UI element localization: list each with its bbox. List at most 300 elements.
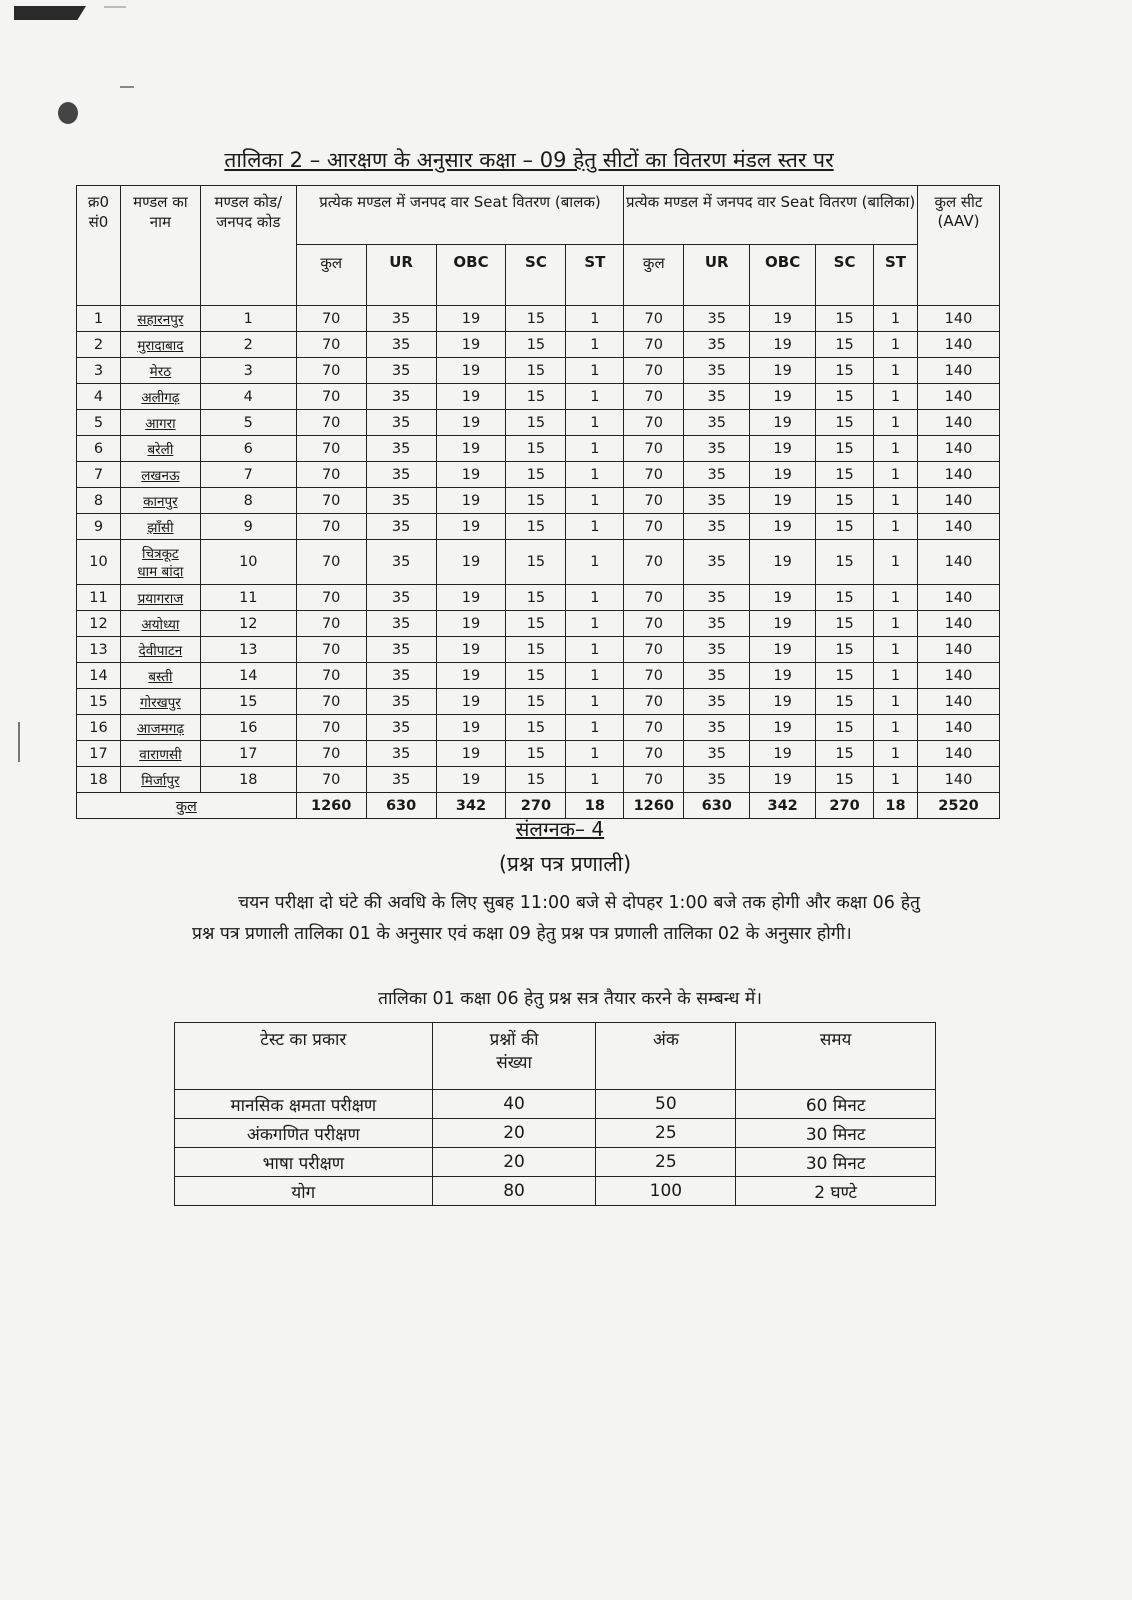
row-b-kul: 70 — [296, 689, 366, 715]
mandal-name-line1: बरेली — [147, 441, 174, 458]
row-mandal-name — [120, 462, 200, 488]
row-g-obc: 19 — [750, 663, 816, 689]
row-b-sc: 15 — [506, 585, 566, 611]
row-g-sc: 15 — [816, 514, 874, 540]
row-b-st: 1 — [566, 410, 624, 436]
row-marks: 25 — [596, 1148, 736, 1177]
row-time: 30 मिनट — [736, 1119, 936, 1148]
row-b-sc: 15 — [506, 637, 566, 663]
header-girls-ur: UR — [684, 245, 750, 306]
row-g-ur: 35 — [684, 715, 750, 741]
table-row — [77, 488, 1000, 514]
row-total: 140 — [917, 611, 999, 637]
mandal-name-line1: आजमगढ़ — [136, 720, 184, 737]
row-b-kul: 70 — [296, 358, 366, 384]
row-sno: 13 — [77, 637, 121, 663]
scan-mark — [18, 722, 20, 762]
row-g-sc: 15 — [816, 741, 874, 767]
row-g-obc: 19 — [750, 384, 816, 410]
row-b-obc: 19 — [436, 488, 506, 514]
row-b-ur: 35 — [366, 663, 436, 689]
table1-title: तालिका 01 कक्षा 06 हेतु प्रश्न सत्र तैयार करने के सम्बन्ध में। — [378, 989, 762, 1009]
row-g-kul: 70 — [624, 358, 684, 384]
row-g-st: 1 — [874, 611, 918, 637]
table-row — [175, 1177, 936, 1206]
header-total-seats: कुल सीट (AAV) — [917, 186, 999, 306]
row-g-ur: 35 — [684, 332, 750, 358]
row-b-kul: 70 — [296, 585, 366, 611]
row-code: 5 — [200, 410, 296, 436]
row-g-kul: 70 — [624, 637, 684, 663]
row-b-kul: 70 — [296, 611, 366, 637]
row-time: 60 मिनट — [736, 1090, 936, 1119]
mandal-name-line1: मिर्जापुर — [141, 772, 180, 789]
row-g-obc: 19 — [750, 585, 816, 611]
row-b-sc: 15 — [506, 332, 566, 358]
row-b-kul: 70 — [296, 436, 366, 462]
row-total: 140 — [917, 306, 999, 332]
row-question-count: 40 — [432, 1090, 596, 1119]
row-g-ur: 35 — [684, 689, 750, 715]
row-b-ur: 35 — [366, 715, 436, 741]
row-mandal-name — [120, 585, 200, 611]
row-g-kul: 70 — [624, 462, 684, 488]
mandal-name-line1: अलीगढ़ — [141, 389, 180, 406]
header-marks: अंक — [596, 1023, 736, 1090]
row-mandal-name — [120, 514, 200, 540]
row-b-kul: 70 — [296, 767, 366, 793]
row-g-sc: 15 — [816, 540, 874, 585]
row-b-st: 1 — [566, 514, 624, 540]
row-code: 7 — [200, 462, 296, 488]
row-b-obc: 19 — [436, 384, 506, 410]
row-b-kul: 70 — [296, 462, 366, 488]
row-b-st: 1 — [566, 689, 624, 715]
row-b-sc: 15 — [506, 689, 566, 715]
row-b-ur: 35 — [366, 488, 436, 514]
row-test-type: अंकगणित परीक्षण — [175, 1119, 433, 1148]
row-b-obc: 19 — [436, 306, 506, 332]
header-boys-obc: OBC — [436, 245, 506, 306]
row-g-obc: 19 — [750, 332, 816, 358]
row-g-obc: 19 — [750, 767, 816, 793]
row-g-st: 1 — [874, 332, 918, 358]
row-code: 12 — [200, 611, 296, 637]
row-g-obc: 19 — [750, 410, 816, 436]
row-g-sc: 15 — [816, 767, 874, 793]
scan-mark — [104, 6, 126, 8]
row-total: 140 — [917, 384, 999, 410]
header-girls-sc: SC — [816, 245, 874, 306]
row-code: 4 — [200, 384, 296, 410]
row-marks: 50 — [596, 1090, 736, 1119]
row-b-kul: 70 — [296, 514, 366, 540]
row-g-sc: 15 — [816, 358, 874, 384]
row-b-st: 1 — [566, 767, 624, 793]
row-g-sc: 15 — [816, 410, 874, 436]
row-g-ur: 35 — [684, 306, 750, 332]
row-g-ur: 35 — [684, 436, 750, 462]
row-b-obc: 19 — [436, 540, 506, 585]
mandal-name-line1: सहारनपुर — [137, 311, 184, 328]
row-sno: 10 — [77, 540, 121, 585]
row-sno: 12 — [77, 611, 121, 637]
row-b-sc: 15 — [506, 306, 566, 332]
row-b-st: 1 — [566, 436, 624, 462]
row-sno: 18 — [77, 767, 121, 793]
row-time: 2 घण्टे — [736, 1177, 936, 1206]
row-b-ur: 35 — [366, 637, 436, 663]
row-code: 16 — [200, 715, 296, 741]
row-g-ur: 35 — [684, 585, 750, 611]
row-test-type: मानसिक क्षमता परीक्षण — [175, 1090, 433, 1119]
row-g-st: 1 — [874, 741, 918, 767]
table-row — [77, 462, 1000, 488]
row-total: 140 — [917, 514, 999, 540]
row-b-st: 1 — [566, 585, 624, 611]
row-b-kul: 70 — [296, 306, 366, 332]
totals-boys-ur: 630 — [366, 793, 436, 819]
row-code: 11 — [200, 585, 296, 611]
row-g-ur: 35 — [684, 358, 750, 384]
row-g-kul: 70 — [624, 488, 684, 514]
row-g-sc: 15 — [816, 611, 874, 637]
row-g-obc: 19 — [750, 514, 816, 540]
table-row — [77, 514, 1000, 540]
row-sno: 2 — [77, 332, 121, 358]
row-g-obc: 19 — [750, 741, 816, 767]
row-b-ur: 35 — [366, 767, 436, 793]
section-subtitle: (प्रश्न पत्र प्रणाली) — [498, 852, 632, 876]
row-total: 140 — [917, 332, 999, 358]
mandal-name-line1: वाराणसी — [139, 746, 182, 763]
row-sno: 17 — [77, 741, 121, 767]
table-row — [77, 410, 1000, 436]
row-code: 13 — [200, 637, 296, 663]
row-g-obc: 19 — [750, 611, 816, 637]
header-question-count — [432, 1023, 596, 1090]
row-b-sc: 15 — [506, 358, 566, 384]
row-g-sc: 15 — [816, 585, 874, 611]
row-b-obc: 19 — [436, 689, 506, 715]
row-b-kul: 70 — [296, 715, 366, 741]
row-g-ur: 35 — [684, 741, 750, 767]
scan-mark-topbar — [14, 6, 86, 20]
row-code: 3 — [200, 358, 296, 384]
row-b-ur: 35 — [366, 585, 436, 611]
row-code: 18 — [200, 767, 296, 793]
row-g-st: 1 — [874, 585, 918, 611]
mandal-name-line1: अयोध्या — [141, 616, 180, 633]
row-g-st: 1 — [874, 637, 918, 663]
row-g-st: 1 — [874, 663, 918, 689]
row-g-obc: 19 — [750, 715, 816, 741]
row-sno: 14 — [77, 663, 121, 689]
mandal-name-line1: प्रयागराज — [137, 590, 184, 607]
mandal-name-line1: चित्रकूट — [142, 546, 179, 562]
row-sno: 7 — [77, 462, 121, 488]
row-g-st: 1 — [874, 358, 918, 384]
row-g-sc: 15 — [816, 436, 874, 462]
header-time: समय — [736, 1023, 936, 1090]
row-b-ur: 35 — [366, 540, 436, 585]
row-b-obc: 19 — [436, 514, 506, 540]
totals-girls-obc: 342 — [750, 793, 816, 819]
row-sno: 3 — [77, 358, 121, 384]
question-table-body — [175, 1090, 936, 1206]
row-b-obc: 19 — [436, 585, 506, 611]
row-test-type: योग — [175, 1177, 433, 1206]
row-code: 15 — [200, 689, 296, 715]
seat-table-body — [77, 306, 1000, 793]
row-sno: 4 — [77, 384, 121, 410]
row-b-ur: 35 — [366, 436, 436, 462]
row-b-kul: 70 — [296, 384, 366, 410]
row-sno: 1 — [77, 306, 121, 332]
totals-girls-kul: 1260 — [624, 793, 684, 819]
table-row — [77, 715, 1000, 741]
header-code — [200, 186, 296, 306]
row-g-obc: 19 — [750, 637, 816, 663]
row-total: 140 — [917, 663, 999, 689]
question-pattern-table — [174, 1022, 936, 1206]
row-g-st: 1 — [874, 306, 918, 332]
row-mandal-name — [120, 689, 200, 715]
row-g-sc: 15 — [816, 332, 874, 358]
header-girls-obc: OBC — [750, 245, 816, 306]
row-b-obc: 19 — [436, 767, 506, 793]
row-g-kul: 70 — [624, 767, 684, 793]
totals-girls-st: 18 — [874, 793, 918, 819]
totals-label: कुल — [77, 793, 297, 819]
row-sno: 16 — [77, 715, 121, 741]
row-g-st: 1 — [874, 436, 918, 462]
row-g-sc: 15 — [816, 663, 874, 689]
row-g-sc: 15 — [816, 306, 874, 332]
instructions-paragraph — [192, 888, 920, 950]
row-sno: 8 — [77, 488, 121, 514]
mandal-name-line1: देवीपाटन — [138, 642, 183, 659]
row-b-st: 1 — [566, 488, 624, 514]
row-b-ur: 35 — [366, 741, 436, 767]
row-b-st: 1 — [566, 332, 624, 358]
row-total: 140 — [917, 585, 999, 611]
row-b-sc: 15 — [506, 410, 566, 436]
row-g-sc: 15 — [816, 637, 874, 663]
row-mandal-name — [120, 663, 200, 689]
row-g-st: 1 — [874, 410, 918, 436]
row-total: 140 — [917, 488, 999, 514]
table-row — [77, 540, 1000, 585]
row-g-ur: 35 — [684, 384, 750, 410]
row-b-ur: 35 — [366, 358, 436, 384]
row-mandal-name — [120, 488, 200, 514]
row-code: 8 — [200, 488, 296, 514]
row-mandal-name — [120, 410, 200, 436]
mandal-name-line1: कानपुर — [143, 493, 178, 510]
instructions-text: चयन परीक्षा दो घंटे की अवधि के लिए सुबह 11:00 बजे से दोपहर 1:00 बजे तक होगी और कक्षा 06 हेतु प्रश्न पत्र प्रणाली तालिका 01 के अनुसार एवं कक्षा 09 हेतु प्रश्न पत्र प्रणाली तालिका 02 के अनुसार होगी। — [192, 893, 920, 944]
mandal-name-line1: गोरखपुर — [139, 694, 181, 711]
table-row — [77, 585, 1000, 611]
table-row — [77, 611, 1000, 637]
row-b-kul: 70 — [296, 741, 366, 767]
row-code: 17 — [200, 741, 296, 767]
row-g-kul: 70 — [624, 332, 684, 358]
table-row — [77, 663, 1000, 689]
row-code: 1 — [200, 306, 296, 332]
row-total: 140 — [917, 689, 999, 715]
row-g-st: 1 — [874, 488, 918, 514]
header-boys-ur: UR — [366, 245, 436, 306]
row-mandal-name — [120, 384, 200, 410]
row-g-kul: 70 — [624, 540, 684, 585]
row-mandal-name — [120, 637, 200, 663]
row-g-ur: 35 — [684, 540, 750, 585]
row-b-obc: 19 — [436, 611, 506, 637]
header-boys-kul: कुल — [296, 245, 366, 306]
seat-distribution-table — [76, 185, 1000, 819]
row-total: 140 — [917, 637, 999, 663]
row-b-ur: 35 — [366, 514, 436, 540]
row-b-obc: 19 — [436, 436, 506, 462]
row-g-kul: 70 — [624, 741, 684, 767]
row-g-kul: 70 — [624, 514, 684, 540]
row-b-kul: 70 — [296, 637, 366, 663]
row-g-sc: 15 — [816, 462, 874, 488]
table-row — [77, 767, 1000, 793]
row-b-sc: 15 — [506, 663, 566, 689]
row-g-st: 1 — [874, 689, 918, 715]
row-sno: 9 — [77, 514, 121, 540]
row-b-ur: 35 — [366, 410, 436, 436]
totals-girls-sc: 270 — [816, 793, 874, 819]
row-mandal-name — [120, 741, 200, 767]
header-question-count-bottom: संख्या — [496, 1053, 532, 1073]
row-b-kul: 70 — [296, 410, 366, 436]
row-mandal-name — [120, 436, 200, 462]
row-b-st: 1 — [566, 663, 624, 689]
table-row — [77, 358, 1000, 384]
row-b-obc: 19 — [436, 358, 506, 384]
row-b-st: 1 — [566, 637, 624, 663]
row-b-kul: 70 — [296, 488, 366, 514]
row-b-obc: 19 — [436, 663, 506, 689]
mandal-name-line1: आगरा — [145, 415, 176, 432]
scan-mark — [120, 86, 134, 88]
row-g-st: 1 — [874, 384, 918, 410]
row-b-st: 1 — [566, 306, 624, 332]
table-row — [77, 741, 1000, 767]
row-code: 10 — [200, 540, 296, 585]
row-total: 140 — [917, 462, 999, 488]
row-b-ur: 35 — [366, 384, 436, 410]
header-question-count-top: प्रश्नों की — [489, 1030, 539, 1050]
row-g-kul: 70 — [624, 715, 684, 741]
row-b-kul: 70 — [296, 540, 366, 585]
row-b-ur: 35 — [366, 689, 436, 715]
header-mandal-name: मण्डल का नाम — [120, 186, 200, 306]
row-b-sc: 15 — [506, 514, 566, 540]
row-question-count: 20 — [432, 1119, 596, 1148]
row-b-obc: 19 — [436, 637, 506, 663]
totals-boys-st: 18 — [566, 793, 624, 819]
row-mandal-name — [120, 540, 200, 585]
row-b-obc: 19 — [436, 462, 506, 488]
row-b-sc: 15 — [506, 611, 566, 637]
totals-grand: 2520 — [917, 793, 999, 819]
table2-title: तालिका 2 – आरक्षण के अनुसार कक्षा – 09 हेतु सीटों का वितरण मंडल स्तर पर — [224, 148, 834, 172]
row-b-kul: 70 — [296, 663, 366, 689]
row-g-obc: 19 — [750, 689, 816, 715]
totals-boys-kul: 1260 — [296, 793, 366, 819]
row-b-sc: 15 — [506, 384, 566, 410]
row-b-sc: 15 — [506, 436, 566, 462]
row-total: 140 — [917, 715, 999, 741]
totals-girls-ur: 630 — [684, 793, 750, 819]
row-code: 9 — [200, 514, 296, 540]
row-g-st: 1 — [874, 767, 918, 793]
row-marks: 100 — [596, 1177, 736, 1206]
row-b-ur: 35 — [366, 332, 436, 358]
row-g-obc: 19 — [750, 358, 816, 384]
row-b-st: 1 — [566, 715, 624, 741]
header-boys-group: प्रत्येक मण्डल में जनपद वार Seat वितरण (बालक) — [296, 186, 624, 245]
table-row — [175, 1119, 936, 1148]
row-b-ur: 35 — [366, 462, 436, 488]
row-g-ur: 35 — [684, 611, 750, 637]
row-g-sc: 15 — [816, 384, 874, 410]
row-g-kul: 70 — [624, 689, 684, 715]
row-marks: 25 — [596, 1119, 736, 1148]
row-g-obc: 19 — [750, 540, 816, 585]
row-g-ur: 35 — [684, 462, 750, 488]
row-g-st: 1 — [874, 514, 918, 540]
totals-boys-obc: 342 — [436, 793, 506, 819]
mandal-name-line1: बस्ती — [148, 668, 173, 685]
mandal-name-line1: झाँसी — [147, 519, 174, 536]
row-mandal-name — [120, 715, 200, 741]
mandal-name-line2: धाम बांदा — [137, 564, 184, 580]
header-sno: क्र0 सं0 — [77, 186, 121, 306]
row-b-st: 1 — [566, 611, 624, 637]
row-g-sc: 15 — [816, 715, 874, 741]
row-g-ur: 35 — [684, 514, 750, 540]
row-mandal-name — [120, 332, 200, 358]
mandal-name-line1: लखनऊ — [141, 467, 180, 484]
annex-title: संलग्नक– 4 — [515, 817, 605, 841]
row-b-st: 1 — [566, 462, 624, 488]
row-mandal-name — [120, 611, 200, 637]
row-question-count: 80 — [432, 1177, 596, 1206]
mandal-name-line1: मेरठ — [149, 363, 172, 380]
header-test-type: टेस्ट का प्रकार — [175, 1023, 433, 1090]
punch-hole — [58, 102, 78, 124]
row-test-type: भाषा परीक्षण — [175, 1148, 433, 1177]
row-b-obc: 19 — [436, 715, 506, 741]
header-girls-st: ST — [874, 245, 918, 306]
row-b-st: 1 — [566, 540, 624, 585]
table-row — [77, 689, 1000, 715]
row-g-kul: 70 — [624, 306, 684, 332]
row-total: 140 — [917, 741, 999, 767]
row-g-kul: 70 — [624, 384, 684, 410]
row-g-obc: 19 — [750, 306, 816, 332]
row-g-kul: 70 — [624, 611, 684, 637]
row-g-obc: 19 — [750, 436, 816, 462]
row-sno: 11 — [77, 585, 121, 611]
mandal-name-line1: मुरादाबाद — [137, 337, 184, 354]
row-g-sc: 15 — [816, 689, 874, 715]
